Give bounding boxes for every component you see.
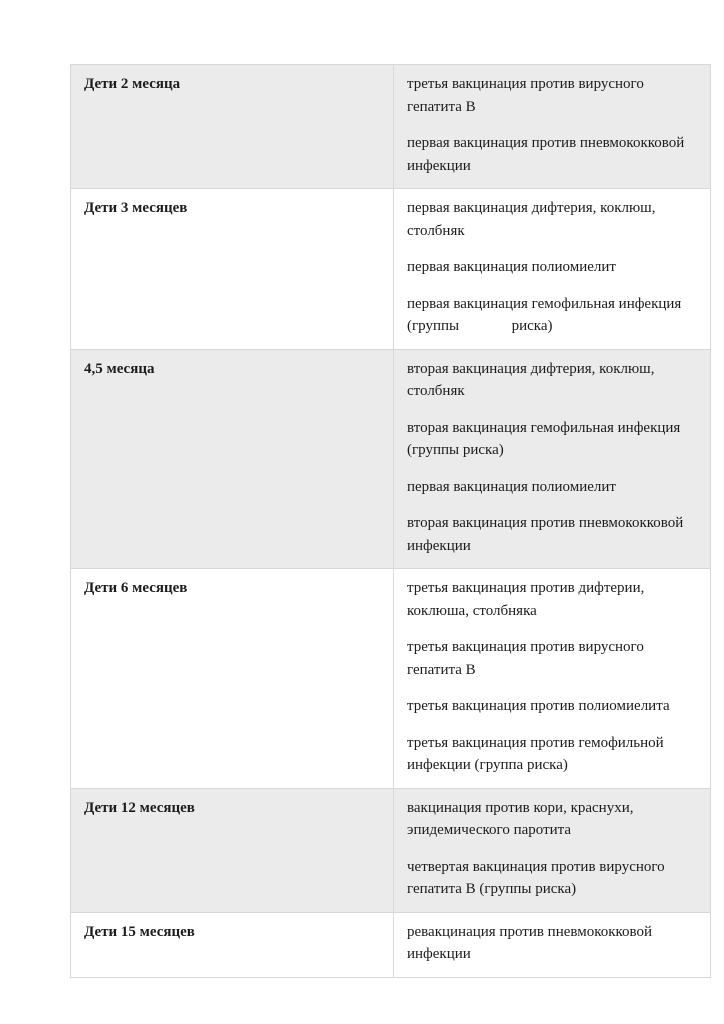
table-row — [71, 189, 711, 350]
vaccine-item: третья вакцинация против вирусного гепатита В — [407, 76, 644, 115]
vaccine-item: ревакцинация против пневмококковой инфекции — [407, 923, 653, 962]
age-label: Дети 3 месяцев — [84, 200, 188, 216]
vaccine-cell — [394, 788, 711, 912]
vaccine-cell — [394, 65, 711, 189]
age-label: Дети 6 месяцев — [84, 580, 188, 596]
age-cell — [71, 189, 394, 350]
age-label: Дети 2 месяца — [84, 76, 181, 92]
vaccine-item: третья вакцинация против гемофильной инфекции (группа риска) — [407, 734, 664, 773]
vaccination-schedule-table — [70, 64, 711, 978]
vaccine-item: третья вакцинация против дифтерии, коклюша, столбняка — [407, 580, 645, 619]
age-label: Дети 12 месяцев — [84, 799, 195, 816]
schedule-table-body — [71, 65, 711, 978]
vaccine-item: первая вакцинация против пневмококковой инфекции — [407, 135, 685, 174]
age-cell — [71, 912, 394, 977]
vaccine-cell — [394, 912, 711, 977]
vaccine-cell — [394, 349, 711, 569]
table-row — [71, 349, 711, 569]
table-row — [71, 569, 711, 789]
vaccine-item: четвертая вакцинация против вирусного гепатита В (группы риска) — [407, 858, 665, 897]
table-row — [71, 788, 711, 912]
vaccine-item: вторая вакцинация дифтерия, коклюш, столбняк — [407, 360, 655, 399]
vaccine-item: третья вакцинация против полиомиелита — [407, 698, 670, 714]
vaccine-item: вторая вакцинация против пневмококковой инфекции — [407, 515, 684, 554]
vaccine-item: первая вакцинация полиомиелит — [407, 478, 616, 495]
vaccine-item: вторая вакцинация гемофильная инфекция (группы риска) — [407, 419, 681, 458]
table-row — [71, 912, 711, 977]
vaccine-item: первая вакцинация полиомиелит — [407, 259, 616, 275]
age-cell — [71, 65, 394, 189]
age-cell — [71, 349, 394, 569]
age-cell — [71, 788, 394, 912]
age-label: 4,5 месяца — [84, 360, 155, 377]
vaccine-item: первая вакцинация дифтерия, коклюш, столбняк — [407, 200, 656, 239]
vaccine-cell — [394, 189, 711, 350]
vaccine-item: вакцинация против кори, краснухи, эпидемического паротита — [407, 799, 634, 838]
age-label: Дети 15 месяцев — [84, 923, 195, 940]
vaccine-item: третья вакцинация против вирусного гепатита В — [407, 639, 644, 678]
vaccine-cell — [394, 569, 711, 789]
age-cell — [71, 569, 394, 789]
table-row — [71, 65, 711, 189]
vaccine-item: первая вакцинация гемофильная инфекция (группы риска) — [407, 295, 682, 334]
